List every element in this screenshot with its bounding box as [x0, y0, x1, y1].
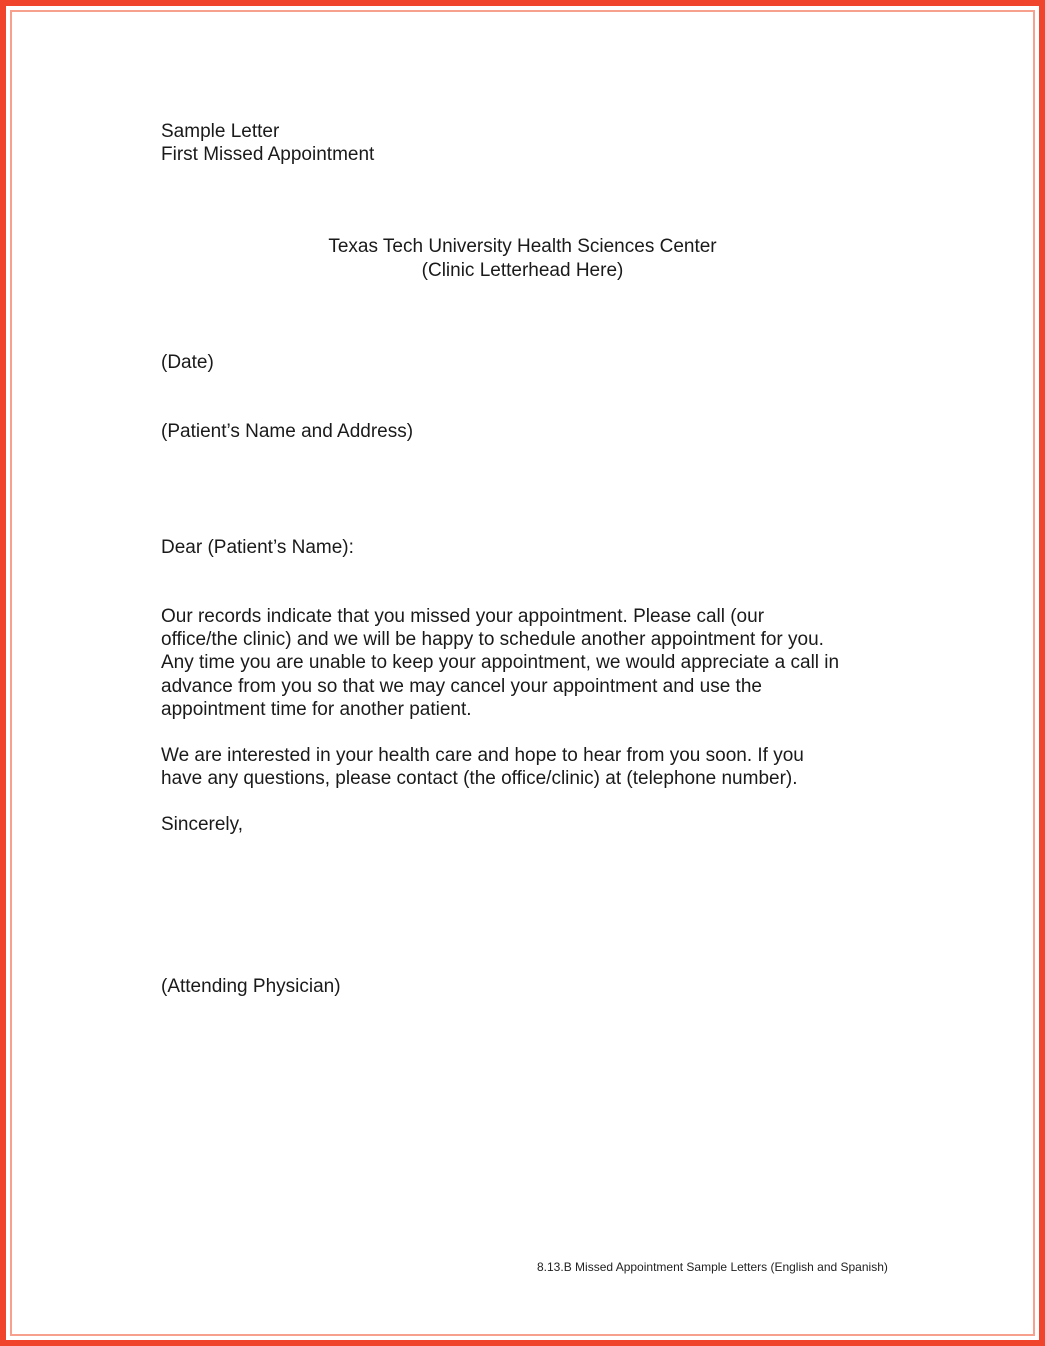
paragraph-line: have any questions, please contact (the office/clinic) at (telephone number). [161, 768, 798, 790]
header-subtitle: First Missed Appointment [161, 144, 375, 165]
salutation: Dear (Patient’s Name): [161, 537, 354, 558]
date-line: (Date) [161, 352, 214, 373]
footer-note: 8.13.B Missed Appointment Sample Letters (English and Spanish) [537, 1260, 888, 1274]
institution-name: Texas Tech University Health Sciences Center [328, 236, 717, 257]
paragraph-line: Our records indicate that you missed your appointment. Please call (our [161, 606, 765, 627]
paragraph-line: Any time you are unable to keep your appointment, we would appreciate a call in [161, 652, 840, 674]
signature-line: (Attending Physician) [161, 976, 341, 997]
paragraph-line: advance from you so that we may cancel your appointment and use the [161, 675, 762, 697]
letterhead-placeholder: (Clinic Letterhead Here) [421, 260, 624, 281]
letter-header [161, 120, 374, 166]
paragraph-line: We are interested in your health care and hope to hear from you soon. If you [161, 745, 804, 766]
letterhead [0, 235, 1045, 283]
paragraph-line: office/the clinic) and we will be happy to schedule another appointment for you. [161, 629, 824, 651]
body-paragraph-2 [161, 744, 804, 790]
paragraph-line: appointment time for another patient. [161, 698, 472, 720]
closing: Sincerely, [161, 814, 244, 835]
recipient-address: (Patient’s Name and Address) [161, 421, 414, 442]
body-paragraph-1 [161, 605, 839, 721]
header-title: Sample Letter [161, 121, 280, 142]
